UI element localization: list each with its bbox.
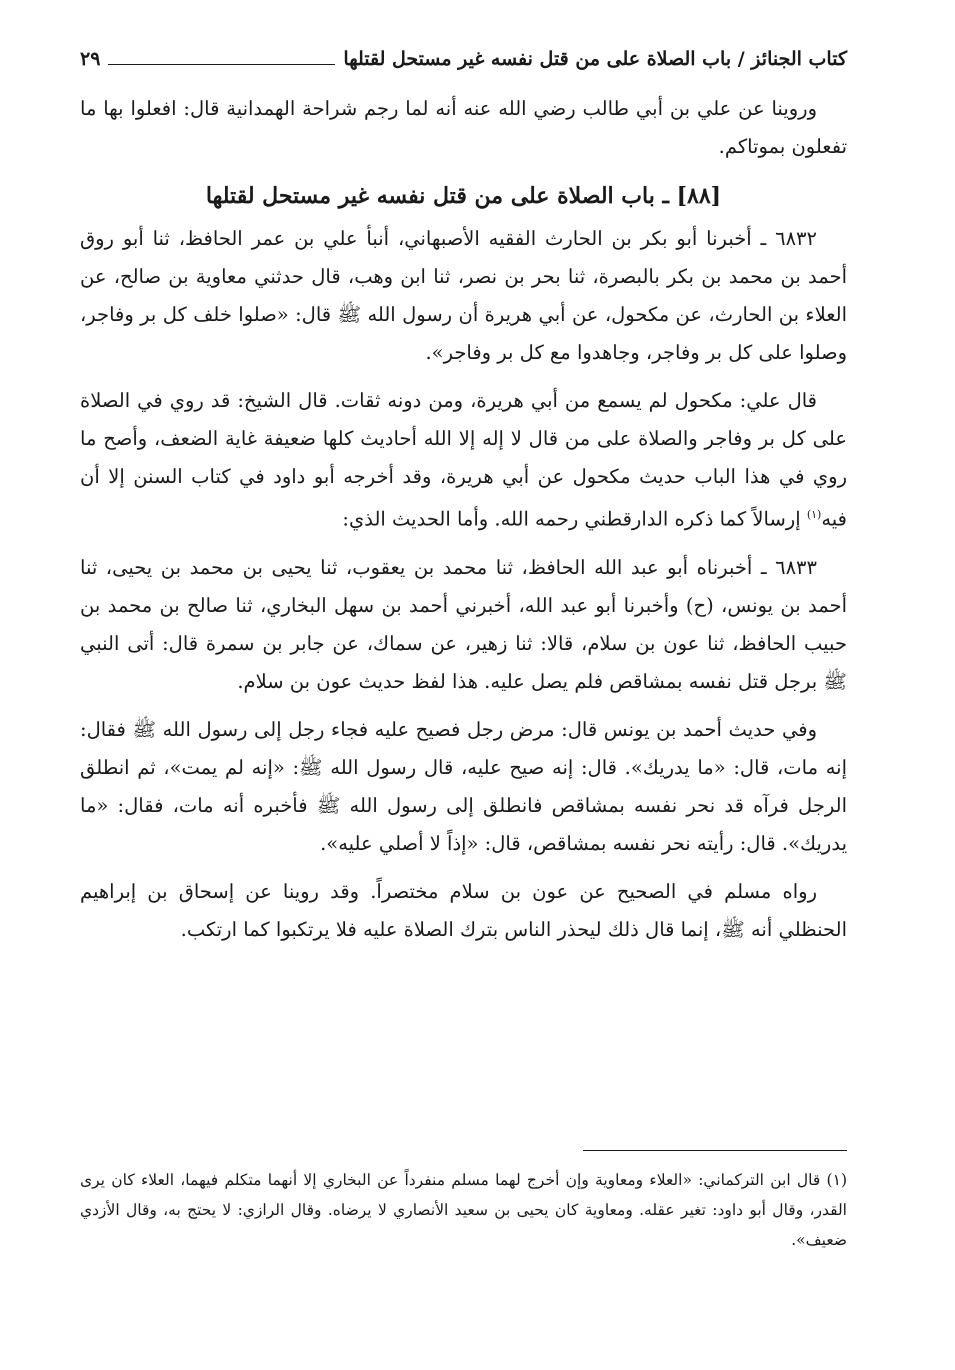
closing-paragraph: رواه مسلم في الصحيح عن عون بن سلام مختصراً. وقد روينا عن إسحاق بن إبراهيم الحنظلي أنه ﷺ، إنما قال ذلك ليحذر الناس بترك الصلاة عليه فلا يرتكبوا كما ارتكب. (80, 879, 847, 941)
intro-paragraph: وروينا عن علي بن أبي طالب رضي الله عنه أنه لما رجم شراحة الهمدانية قال: افعلوا بها ما تفعلون بموتاكم. (80, 97, 847, 158)
hadith-6832: ٦٨٣٢ ـ أخبرنا أبو بكر بن الحارث الفقيه الأصبهاني، أنبأ علي بن عمر الحافظ، ثنا أبو روق أحمد بن محمد بن بكر بالبصرة، ثنا بحر بن نصر، ثنا ابن وهب، قال حدثني معاوية بن صالح، عن العلاء بن الحارث، عن مكحول، عن أبي هريرة أن رسول الله ﷺ قال: «صلوا خلف كل بر وفاجر، وصلوا على كل بر وفاجر، وجاهدوا مع كل بر وفاجر». (80, 227, 847, 364)
narration-paragraph: وفي حديث أحمد بن يونس قال: مرض رجل فصيح عليه فجاء رجل إلى رسول الله ﷺ فقال: إنه مات، قال: «ما يدريك». قال: إنه صيح عليه، قال رسول الله ﷺ: «إنه لم يمت»، ثم انطلق الرجل فرآه قد نحر نفسه بمشاقص فانطلق إلى رسول الله ﷺ فأخبره أنه مات، فقال: «ما يدريك». قال: رأيته نحر نفسه بمشاقص، قال: «إذاً لا أصلي عليه». (80, 717, 847, 855)
footnote-separator (583, 1150, 847, 1151)
running-header (80, 44, 847, 74)
hadith-6833: ٦٨٣٣ ـ أخبرناه أبو عبد الله الحافظ، ثنا محمد بن يعقوب، ثنا يحيى بن محمد بن يحيى، ثنا أحمد بن يونس، (ح) وأخبرنا أبو عبد الله، أخبرني أحمد بن سهل البخاري، ثنا صالح بن محمد بن حبيب الحافظ، ثنا عون بن سلام، قالا: ثنا زهير، عن سماك، عن جابر بن سمرة قال: أتى النبي ﷺ برجل قتل نفسه بمشاقص فلم يصل عليه. هذا لفظ حديث عون بن سلام. (80, 555, 847, 693)
running-header-title: كتاب الجنائز / باب الصلاة على من قتل نفسه غير مستحل لقتلها (343, 48, 847, 70)
page-number: ٢٩ (80, 48, 101, 70)
commentary-paragraph (80, 382, 847, 539)
footnotes-section (80, 1165, 847, 1255)
footnote-1: (١) قال ابن التركماني: «العلاء ومعاوية وإن أخرج لهما مسلم منفرداً عن البخاري إلا أنهما متكلم فيهما، العلاء كان يرى القدر، وقال أبو داود: تغير عقله. ومعاوية كان يحيى بن سعيد الأنصاري لا يرضاه. وقال الرازي: لا يحتج به، وقال الأزدي ضعيف». (80, 1171, 847, 1249)
header-rule (108, 64, 335, 65)
commentary-text-start: قال علي: مكحول لم يسمع من أبي هريرة، ومن دونه ثقات. قال الشيخ: قد روي في الصلاة على كل بر وفاجر والصلاة على من قال لا إله إلا الله أحاديث كلها ضعيفة غاية الضعف، وأصح ما روي في هذا الباب حديث مكحول عن أبي هريرة، وقد أخرجه أبو داود في كتاب السنن إلا أن فيه (80, 389, 847, 531)
footnote-ref-1: (١) (806, 508, 822, 521)
commentary-text-end: إرسالاً كما ذكره الدارقطني رحمه الله. وأما الحديث الذي: (342, 507, 807, 531)
chapter-heading: [٨٨] ـ باب الصلاة على من قتل نفسه غير مستحل لقتلها (205, 183, 722, 209)
page-body (80, 44, 847, 949)
